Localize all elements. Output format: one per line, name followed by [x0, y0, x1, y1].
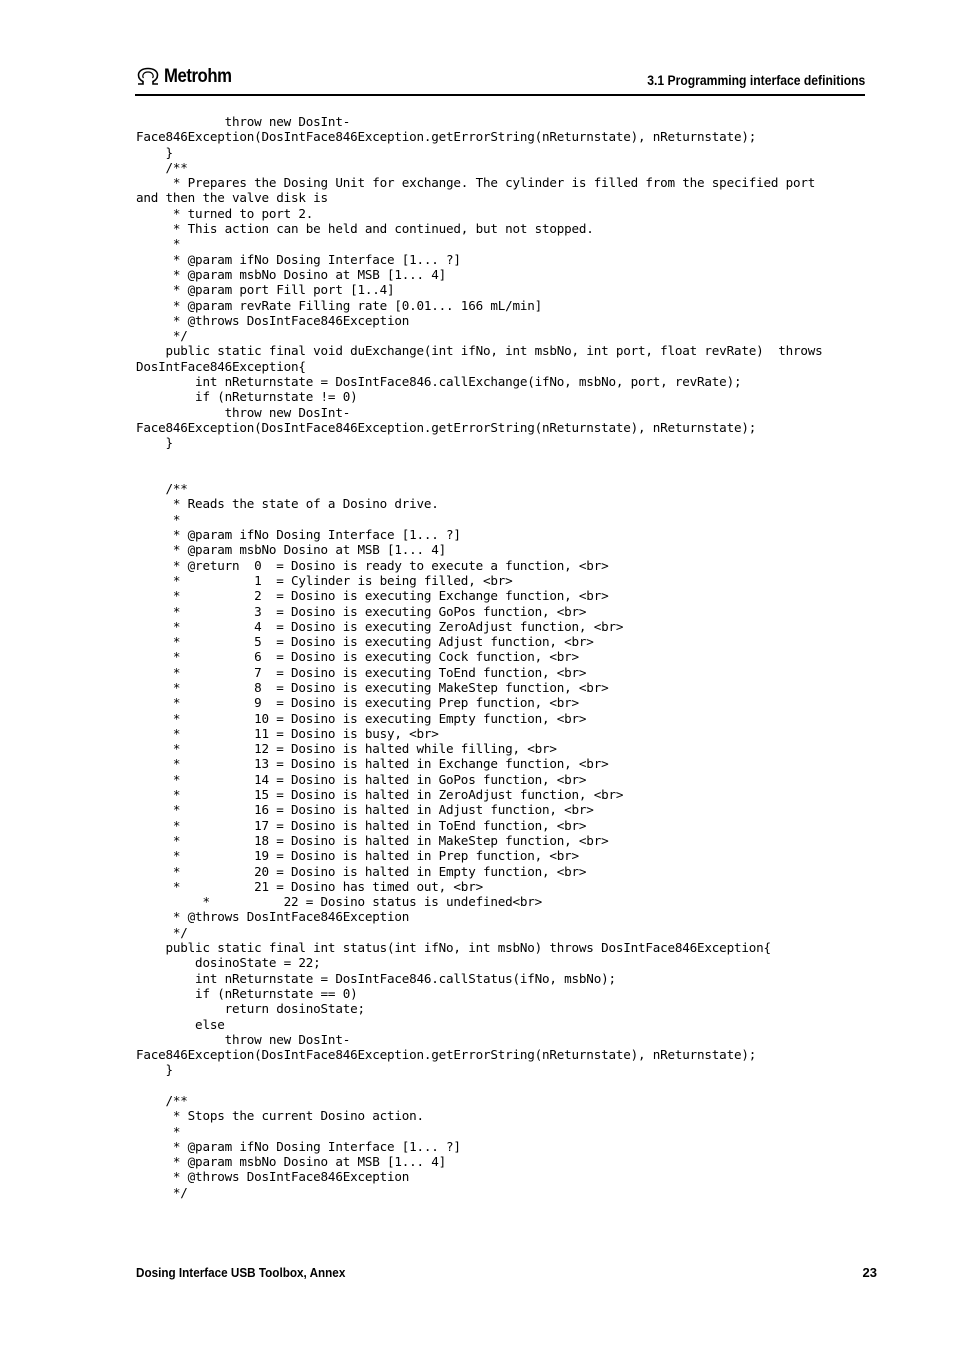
page-number: 23	[862, 1265, 877, 1280]
code-line: * @param revRate Filling rate [0.01... 166 mL/min]	[136, 297, 543, 313]
code-line: * 2 = Dosino is executing Exchange function, <br>	[136, 588, 609, 604]
code-line: * 22 = Dosino status is undefined<br>	[136, 894, 543, 910]
code-line: /**	[136, 481, 188, 497]
code-line: *	[136, 236, 181, 252]
code-line: * @return 0 = Dosino is ready to execute a function, <br>	[136, 557, 609, 573]
code-line: */	[136, 924, 188, 940]
code-line: and then the valve disk is	[136, 190, 328, 206]
code-line: * @param ifNo Dosing Interface [1... ?]	[136, 251, 461, 267]
code-line: * @param msbNo Dosino at MSB [1... 4]	[136, 266, 447, 282]
page-header	[135, 66, 865, 96]
code-line: public static final void duExchange(int ifNo, int msbNo, int port, float revRate) throws	[136, 343, 823, 359]
code-line: * 17 = Dosino is halted in ToEnd function, <br>	[136, 817, 587, 833]
code-line: * 5 = Dosino is executing Adjust function, <br>	[136, 634, 594, 650]
code-line: int nReturnstate = DosIntFace846.callExchange(ifNo, msbNo, port, revRate);	[136, 374, 742, 390]
code-line: * 7 = Dosino is executing ToEnd function, <br>	[136, 664, 587, 680]
code-line: * Reads the state of a Dosino drive.	[136, 496, 439, 512]
code-line: *	[136, 1123, 181, 1139]
code-line: if (nReturnstate != 0)	[136, 389, 358, 405]
code-line: * @throws DosIntFace846Exception	[136, 909, 410, 925]
code-line: else	[136, 1016, 225, 1032]
code-line: * 14 = Dosino is halted in GoPos function, <br>	[136, 771, 587, 787]
code-line: * 4 = Dosino is executing ZeroAdjust function, <br>	[136, 618, 624, 634]
code-line: throw new DosInt-	[136, 114, 351, 129]
code-line: DosIntFace846Exception{	[136, 358, 306, 374]
code-line: * 15 = Dosino is halted in ZeroAdjust function, <br>	[136, 787, 624, 803]
code-line: return dosinoState;	[136, 1001, 365, 1017]
code-line: * 12 = Dosino is halted while filling, <br>	[136, 741, 557, 757]
code-line: if (nReturnstate == 0)	[136, 985, 358, 1001]
code-line: public static final int status(int ifNo, int msbNo) throws DosIntFace846Exception{	[136, 940, 771, 956]
code-line: * Stops the current Dosino action.	[136, 1108, 424, 1124]
footer-document-title: Dosing Interface USB Toolbox, Annex	[136, 1265, 346, 1280]
code-line: * 8 = Dosino is executing MakeStep function, <br>	[136, 679, 609, 695]
code-line: throw new DosInt-	[136, 1031, 351, 1047]
code-line: Face846Exception(DosIntFace846Exception.getErrorString(nReturnstate), nReturnstate);	[136, 1047, 757, 1063]
code-line: * Prepares the Dosing Unit for exchange. The cylinder is filled from the specified port	[136, 175, 816, 191]
code-line: * @param ifNo Dosing Interface [1... ?]	[136, 527, 461, 543]
code-line: /**	[136, 1093, 188, 1108]
section-title: 3.1 Programming interface definitions	[646, 73, 865, 88]
code-line: * 19 = Dosino is halted in Prep function, <br>	[136, 848, 579, 864]
code-line: * 3 = Dosino is executing GoPos function, <br>	[136, 603, 587, 619]
code-line: * 20 = Dosino is halted in Empty function, <br>	[136, 863, 587, 879]
logo-text: Metrohm	[164, 66, 232, 87]
code-line: }	[136, 1062, 173, 1078]
code-line: int nReturnstate = DosIntFace846.callStatus(ifNo, msbNo);	[136, 970, 616, 986]
code-line: }	[136, 144, 173, 160]
code-line: /**	[136, 159, 188, 175]
code-line: * This action can be held and continued, but not stopped.	[136, 221, 594, 237]
code-line: * @param msbNo Dosino at MSB [1... 4]	[136, 1154, 447, 1170]
metrohm-logo	[135, 66, 241, 88]
code-line: * @param ifNo Dosing Interface [1... ?]	[136, 1138, 461, 1154]
code-line: Face846Exception(DosIntFace846Exception.getErrorString(nReturnstate), nReturnstate);	[136, 129, 757, 145]
code-line: * @throws DosIntFace846Exception	[136, 312, 410, 328]
code-line: * 1 = Cylinder is being filled, <br>	[136, 572, 513, 588]
code-line: * 13 = Dosino is halted in Exchange function, <br>	[136, 756, 609, 772]
code-line: * 9 = Dosino is executing Prep function, <br>	[136, 695, 579, 711]
omega-icon	[135, 67, 161, 87]
code-line: * 16 = Dosino is halted in Adjust function, <br>	[136, 802, 594, 818]
code-line: * @throws DosIntFace846Exception	[136, 1169, 410, 1185]
code-line: * 10 = Dosino is executing Empty function, <br>	[136, 710, 587, 726]
code-line: */	[136, 328, 188, 344]
code-line: *	[136, 511, 181, 527]
code-line: * 21 = Dosino has timed out, <br>	[136, 878, 483, 894]
code-line: */	[136, 1184, 188, 1200]
code-line: * 11 = Dosino is busy, <br>	[136, 725, 439, 741]
code-line: * 18 = Dosino is halted in MakeStep function, <br>	[136, 832, 609, 848]
code-line: * @param msbNo Dosino at MSB [1... 4]	[136, 542, 447, 558]
code-line: }	[136, 435, 173, 451]
code-line: Face846Exception(DosIntFace846Exception.getErrorString(nReturnstate), nReturnstate);	[136, 419, 757, 435]
code-line: throw new DosInt-	[136, 404, 351, 420]
code-line: * @param port Fill port [1..4]	[136, 282, 395, 298]
code-listing	[136, 114, 823, 1200]
code-line: * 6 = Dosino is executing Cock function, <br>	[136, 649, 579, 665]
code-line: * turned to port 2.	[136, 205, 314, 221]
code-line: dosinoState = 22;	[136, 955, 321, 971]
